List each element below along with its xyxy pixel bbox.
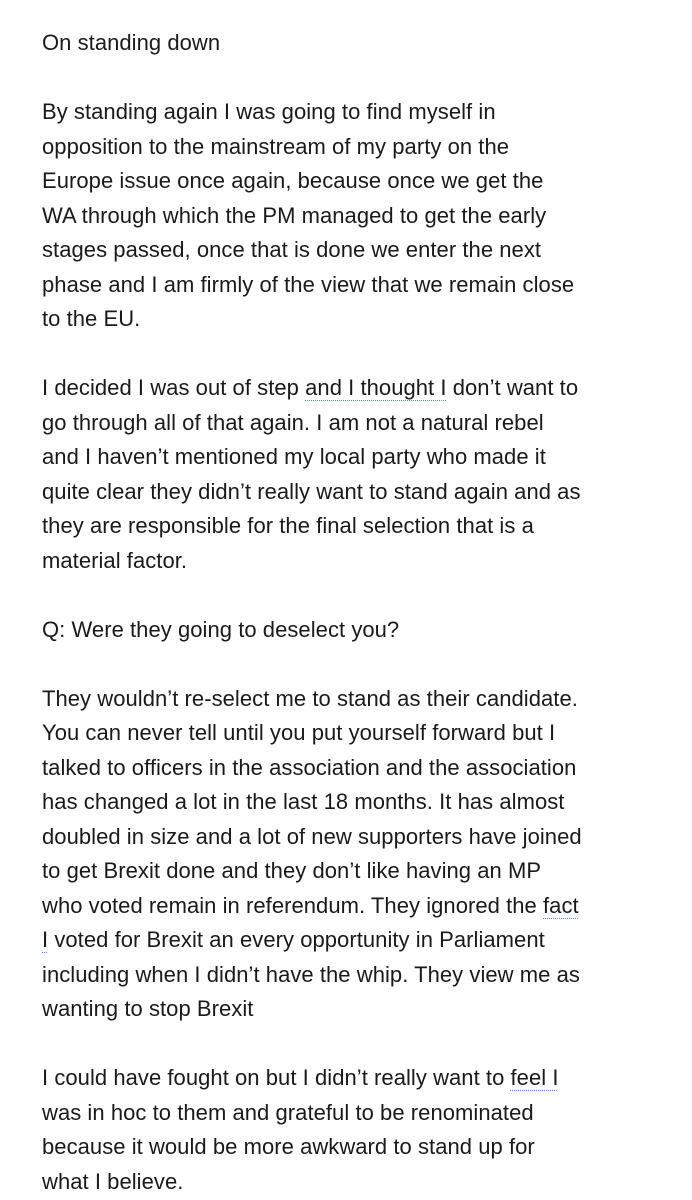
text-line: go through all of that again. I am not a natural rebel	[42, 409, 544, 435]
text-line: wanting to stop Brexit	[42, 996, 254, 1021]
paragraph-gap	[42, 578, 682, 613]
document-title: On standing down	[42, 30, 221, 55]
document-body	[42, 26, 682, 1199]
spellcheck-marked-text: I	[42, 927, 49, 952]
text-line: phase and I am firmly of the view that we remain close	[42, 271, 575, 297]
text-segment: I decided I was out of step	[42, 375, 306, 400]
text-line: quite clear they didn’t really want to stand again and as	[42, 478, 581, 504]
text-line	[42, 1061, 682, 1096]
text-line: including when I didn’t have the whip. They view me as	[42, 961, 580, 987]
paragraph-2	[42, 371, 682, 578]
text-segment: don’t want to	[446, 375, 579, 400]
text-line: material factor.	[42, 547, 188, 573]
text-segment: who voted remain in referendum. They ignored the	[42, 892, 543, 918]
paragraph-gap	[42, 647, 682, 682]
text-line: because it would be more awkward to stand up for	[42, 1134, 535, 1159]
text-line: has changed a lot in the last 18 months. It has almost	[42, 789, 565, 814]
text-line: they are responsible for the final selection that is a	[42, 513, 534, 538]
paragraph-gap	[42, 61, 682, 96]
text-segment: voted for Brexit an every opportunity in Parliament	[48, 927, 545, 952]
text-line	[42, 889, 682, 924]
text-line: what I believe.	[42, 1168, 184, 1194]
text-line	[42, 923, 682, 958]
text-line	[42, 371, 682, 406]
text-line: to get Brexit done and they don’t like having an MP	[42, 858, 542, 883]
spellcheck-marked-text: and I thought I	[305, 375, 447, 400]
text-line: to the EU.	[42, 306, 141, 331]
text-line: WA through which the PM managed to get the early	[42, 202, 547, 228]
text-line: and I haven’t mentioned my local party who made it	[42, 444, 546, 469]
paragraph-3	[42, 613, 682, 648]
text-line: talked to officers in the association and the association	[42, 754, 577, 780]
paragraph-1	[42, 95, 682, 337]
paragraph-5	[42, 1061, 682, 1199]
text-line: They wouldn’t re-select me to stand as their candidate.	[42, 685, 578, 711]
spellcheck-marked-text: feel I	[510, 1065, 559, 1090]
spellcheck-marked-text: fact	[543, 892, 579, 918]
paragraph-4	[42, 682, 682, 1027]
text-line: You can never tell until you put yourself forward but I	[42, 720, 556, 745]
text-line: opposition to the mainstream of my party on the	[42, 133, 510, 159]
text-line: stages passed, once that is done we enter the next	[42, 237, 542, 262]
text-line: By standing again I was going to find myself in	[42, 99, 496, 124]
text-line: doubled in size and a lot of new supporters have joined	[42, 823, 582, 849]
text-segment: I could have fought on but I didn’t really want to	[42, 1065, 511, 1090]
text-line: Q: Were they going to deselect you?	[42, 616, 400, 642]
paragraph-gap	[42, 1027, 682, 1062]
text-line: was in hoc to them and grateful to be renominated	[42, 1099, 534, 1125]
text-line: Europe issue once again, because once we get the	[42, 168, 544, 193]
paragraph-gap	[42, 337, 682, 372]
